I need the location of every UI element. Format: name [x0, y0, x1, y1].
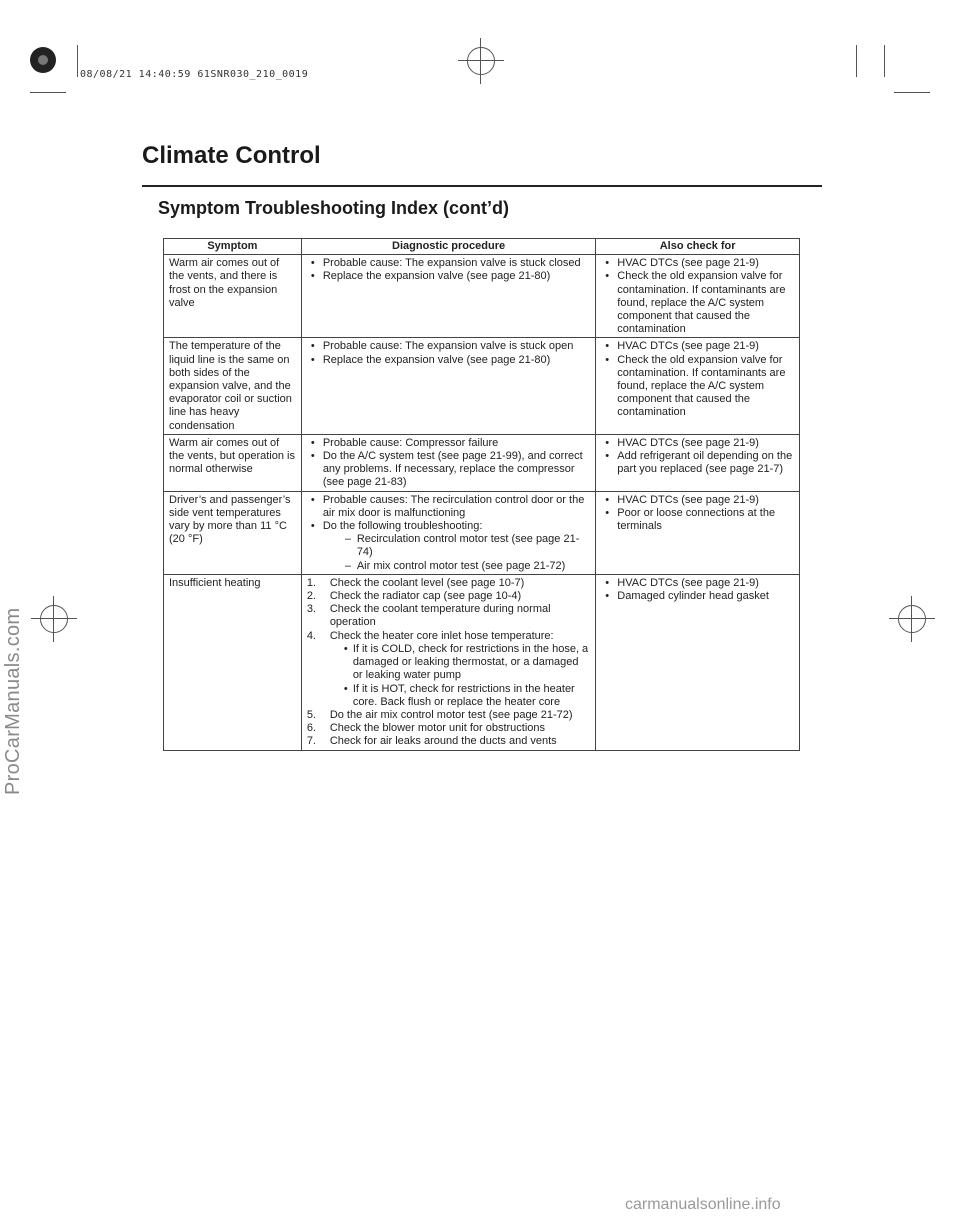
list-item: • HVAC DTCs (see page 21-9)	[601, 257, 794, 270]
symptom-cell: Driver’s and passenger’s side vent temperatures vary by more than 11 °C (20 °F)	[164, 491, 302, 574]
list-item: • Probable cause: The expansion valve is stuck closed	[307, 257, 590, 270]
also-check-cell	[596, 491, 800, 574]
step-text: Check for air leaks around the ducts and vents	[329, 735, 557, 748]
list-item: • HVAC DTCs (see page 21-9)	[601, 437, 794, 450]
header-symptom: Symptom	[164, 239, 302, 255]
list-item: • HVAC DTCs (see page 21-9)	[601, 340, 794, 353]
also-check-cell	[596, 338, 800, 434]
list-item: • Probable causes: The recirculation control door or the air mix door is malfunctioning	[307, 494, 590, 520]
procedure-cell	[301, 255, 595, 338]
procedure-cell	[301, 338, 595, 434]
table-row	[164, 491, 800, 574]
step-item	[307, 590, 590, 603]
list-item	[307, 520, 590, 573]
crop-mark	[77, 45, 78, 77]
step-number: 3.	[306, 603, 316, 616]
step-text: Check the coolant temperature during normal operation	[329, 603, 551, 629]
header-diagnostic-procedure: Diagnostic procedure	[301, 239, 595, 255]
procedure-cell	[301, 491, 595, 574]
footer-watermark: carmanualsonline.info	[625, 1196, 781, 1213]
procedure-cell	[301, 574, 595, 750]
sub-list-item: • If it is HOT, check for restrictions in the heater core. Back flush or replace the heater core	[342, 683, 590, 709]
list-item: • Probable cause: The expansion valve is stuck open	[307, 340, 590, 353]
sub-list-item: – Recirculation control motor test (see page 21-74)	[343, 533, 590, 559]
crosshair-icon	[40, 605, 68, 633]
list-item: • Replace the expansion valve (see page 21-80)	[307, 270, 590, 283]
step-text: Check the blower motor unit for obstructions	[329, 722, 546, 735]
list-item: • Probable cause: Compressor failure	[307, 437, 590, 450]
step-item	[307, 735, 590, 748]
step-item	[307, 722, 590, 735]
also-check-cell	[596, 434, 800, 491]
table-row	[164, 434, 800, 491]
sub-list-item: – Air mix control motor test (see page 21-72)	[343, 560, 590, 573]
step-text: Check the heater core inlet hose temperature:	[329, 629, 554, 642]
list-item: • HVAC DTCs (see page 21-9)	[601, 577, 794, 590]
step-number: 1.	[306, 576, 316, 589]
crosshair-icon	[898, 605, 926, 633]
crosshair-icon	[467, 47, 495, 75]
list-item: • HVAC DTCs (see page 21-9)	[601, 494, 794, 507]
table-row	[164, 338, 800, 434]
crop-mark	[30, 92, 66, 93]
procedure-cell	[301, 434, 595, 491]
step-number: 4.	[306, 629, 316, 642]
symptom-cell: Insufficient heating	[164, 574, 302, 750]
crop-mark	[856, 45, 857, 77]
symptom-cell: The temperature of the liquid line is the same on both sides of the expansion valve, and the evaporator coil or suction line has heavy condensation	[164, 338, 302, 434]
step-item	[307, 603, 590, 629]
title-rule	[142, 185, 822, 187]
step-number: 2.	[306, 590, 316, 603]
list-item: • Poor or loose connections at the terminals	[601, 507, 794, 533]
table-header-row	[164, 239, 800, 255]
symptom-cell: Warm air comes out of the vents, but operation is normal otherwise	[164, 434, 302, 491]
symptom-cell: Warm air comes out of the vents, and there is frost on the expansion valve	[164, 255, 302, 338]
step-text: Check the coolant level (see page 10-7)	[329, 576, 525, 589]
also-check-cell	[596, 255, 800, 338]
step-item	[307, 577, 590, 590]
page-title: Climate Control	[142, 142, 321, 169]
section-title: Symptom Troubleshooting Index (cont’d)	[158, 198, 509, 218]
step-text: Check the radiator cap (see page 10-4)	[329, 590, 522, 603]
step-text: Do the air mix control motor test (see page 21-72)	[329, 708, 573, 721]
list-item: • Damaged cylinder head gasket	[601, 590, 794, 603]
list-item-text: Do the following troubleshooting:	[322, 520, 483, 533]
registration-mark-icon	[30, 47, 56, 73]
symptom-table	[163, 238, 800, 751]
print-stamp: 08/08/21 14:40:59 61SNR030_210_0019	[80, 69, 309, 80]
list-item: • Replace the expansion valve (see page 21-80)	[307, 354, 590, 367]
step-item	[307, 630, 590, 709]
sub-list-item: • If it is COLD, check for restrictions in the hose, a damaged or leaking thermostat, or a damaged or leaking water pump	[342, 643, 590, 683]
step-number: 7.	[306, 735, 316, 748]
header-also-check-for: Also check for	[596, 239, 800, 255]
list-item: • Check the old expansion valve for contamination. If contaminants are found, replace the A/C system component that caused the contamination	[601, 270, 794, 336]
list-item: • Do the A/C system test (see page 21-99), and correct any problems. If necessary, replace the compressor (see page 21-83)	[307, 450, 590, 490]
side-watermark: ProCarManuals.com	[2, 607, 24, 795]
table-row	[164, 255, 800, 338]
list-item: • Check the old expansion valve for contamination. If contaminants are found, replace the A/C system component that caused the contamination	[601, 354, 794, 420]
step-item	[307, 709, 590, 722]
also-check-cell	[596, 574, 800, 750]
crop-mark	[884, 45, 885, 77]
table-row	[164, 574, 800, 750]
crop-mark	[894, 92, 930, 93]
step-number: 6.	[306, 722, 316, 735]
list-item: • Add refrigerant oil depending on the part you replaced (see page 21-7)	[601, 450, 794, 476]
step-number: 5.	[306, 708, 316, 721]
